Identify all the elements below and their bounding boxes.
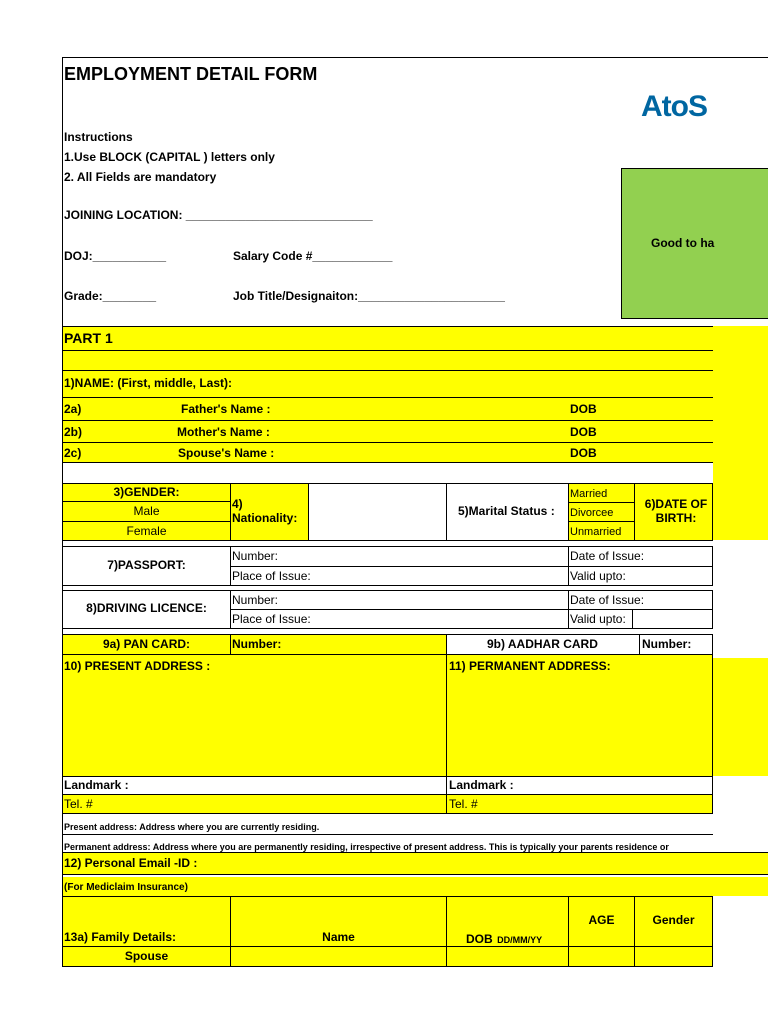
permanent-address-label: 11) PERMANENT ADDRESS: [449,659,611,673]
dl-valid-field[interactable]: Valid upto: [570,612,626,626]
pan-card-label: 9a) PAN CARD: [102,637,191,651]
col-gender-header: Gender [652,913,695,927]
gender-label: 3)GENDER: [113,485,180,499]
mediclaim-note: (For Mediclaim Insurance) [64,882,188,893]
col-dob-label: DOB [466,932,493,946]
spouse-name-label: Spouse's Name : [178,446,275,460]
permanent-landmark-field[interactable]: Landmark : [449,778,514,792]
family-details-label: 13a) Family Details: [64,930,177,944]
dl-place-field[interactable]: Place of Issue: [232,612,311,626]
father-name-label: Father's Name : [181,402,271,416]
part1-label: PART 1 [64,330,113,346]
present-address-label: 10) PRESENT ADDRESS : [64,659,211,673]
page-title: EMPLOYMENT DETAIL FORM [64,64,318,84]
col-name-header: Name [322,930,355,944]
permanent-tel-field[interactable]: Tel. # [449,797,478,811]
photo-box-text: Good to ha [651,236,715,250]
present-tel-field[interactable]: Tel. # [64,797,93,811]
nationality-label: 4) Nationality: [232,497,298,525]
relative-code: 2b) [64,425,82,439]
mother-name-label: Mother's Name : [177,425,270,439]
col-dob-header [466,930,542,948]
instruction-1: 1.Use BLOCK (CAPITAL ) letters only [64,150,275,164]
driving-licence-label: 8)DRIVING LICENCE: [86,601,207,615]
father-dob-label: DOB [570,402,597,416]
instruction-2: 2. All Fields are mandatory [64,170,217,184]
family-row-spouse: Spouse [124,949,169,963]
marital-married-option[interactable]: Married [570,488,608,500]
passport-place-field[interactable]: Place of Issue: [232,569,311,583]
marital-divorcee-option[interactable]: Divorcee [570,507,614,519]
aadhar-number-field[interactable]: Number: [642,637,692,651]
doj-field[interactable]: DOJ:___________ [64,249,167,263]
pan-number-field[interactable]: Number: [232,637,282,651]
dl-date-issue-field[interactable]: Date of Issue: [570,593,645,607]
present-landmark-field[interactable]: Landmark : [64,778,129,792]
date-of-birth-label: 6)DATE OF BIRTH: [644,497,708,525]
marital-unmarried-option[interactable]: Unmarried [570,526,622,538]
present-address-note: Present address: Address where you are currently residing. [64,822,320,832]
marital-status-label: 5)Marital Status : [458,504,555,518]
name-label: 1)NAME: (First, middle, Last): [64,376,233,390]
passport-valid-field[interactable]: Valid upto: [570,569,626,583]
col-dob-format: DD/MM/YY [497,935,543,945]
personal-email-field[interactable]: 12) Personal Email -ID : [64,856,198,870]
grade-field[interactable]: Grade:________ [64,289,157,303]
salary-code-field[interactable]: Salary Code #____________ [233,249,393,263]
aadhar-card-label: 9b) AADHAR CARD [487,637,598,651]
passport-number-field[interactable]: Number: [232,549,279,563]
instructions-title: Instructions [64,130,133,144]
dl-number-field[interactable]: Number: [232,593,279,607]
job-title-field[interactable]: Job Title/Designaiton:______________________ [233,289,505,303]
relative-code: 2a) [64,402,82,416]
col-age-header: AGE [588,913,615,927]
spouse-dob-label: DOB [570,446,597,460]
permanent-address-note: Permanent address: Address where you are permanently residing, irrespective of present address. This is typically your parents residence or [64,842,669,852]
mother-dob-label: DOB [570,425,597,439]
gender-female-option[interactable]: Female [126,524,167,538]
relative-code: 2c) [64,446,82,460]
passport-label: 7)PASSPORT: [107,558,186,572]
passport-date-issue-field[interactable]: Date of Issue: [570,549,645,563]
atos-logo: AtoS [641,90,707,123]
joining-location-field[interactable]: JOINING LOCATION: ____________________________ [64,208,373,222]
gender-male-option[interactable]: Male [133,504,160,518]
